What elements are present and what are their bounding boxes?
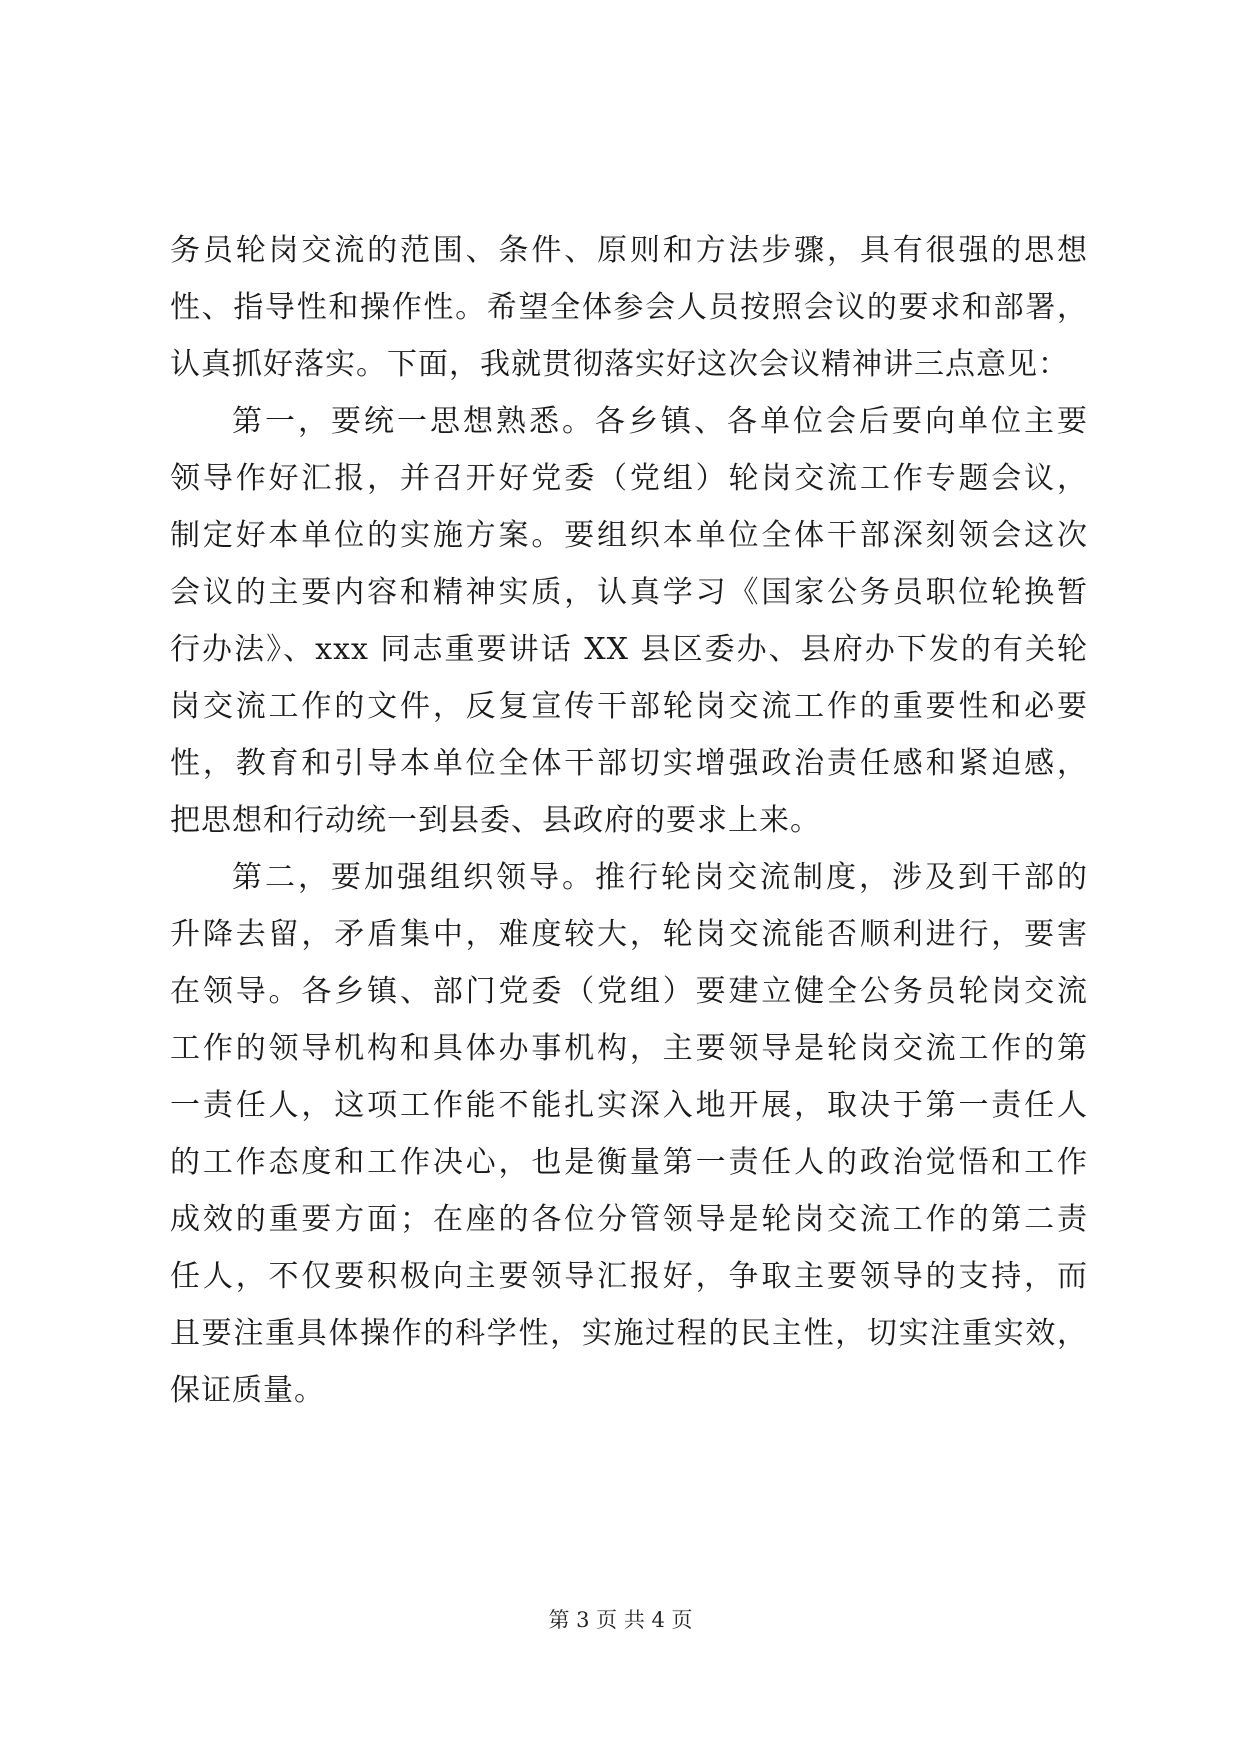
paragraph	[170, 393, 1088, 849]
page-footer: 第 3 页 共 4 页	[548, 1608, 693, 1632]
text-line: 第二，要加强组织领导。推行轮岗交流制度，涉及到干部的	[232, 860, 1088, 895]
text-line: 制定好本单位的实施方案。要组织本单位全体干部深刻领会这次	[170, 518, 1088, 553]
text-line: 保证质量。	[170, 1373, 325, 1408]
text-line: 岗交流工作的文件，反复宣传干部轮岗交流工作的重要性和必要	[170, 689, 1088, 724]
text-line: 且要注重具体操作的科学性，实施过程的民主性，切实注重实效，	[170, 1316, 1088, 1351]
text-line: 把思想和行动统一到县委、县政府的要求上来。	[170, 803, 821, 838]
text-line: 认真抓好落实。下面，我就贯彻落实好这次会议精神讲三点意见：	[170, 347, 1069, 382]
paragraph	[170, 849, 1088, 1419]
text-line: 性，教育和引导本单位全体干部切实增强政治责任感和紧迫感，	[170, 746, 1088, 781]
text-line: 的工作态度和工作决心，也是衡量第一责任人的政治觉悟和工作	[170, 1145, 1088, 1180]
text-line: 务员轮岗交流的范围、条件、原则和方法步骤，具有很强的思想	[170, 233, 1088, 268]
text-line: 成效的重要方面；在座的各位分管领导是轮岗交流工作的第二责	[170, 1202, 1088, 1237]
text-line: 任人，不仅要积极向主要领导汇报好，争取主要领导的支持，而	[170, 1259, 1088, 1294]
paragraph	[170, 222, 1088, 393]
text-line: 性、指导性和操作性。希望全体参会人员按照会议的要求和部署，	[170, 290, 1088, 325]
document-body	[170, 222, 1088, 1419]
text-line: 一责任人，这项工作能不能扎实深入地开展，取决于第一责任人	[170, 1088, 1088, 1123]
text-line: 工作的领导机构和具体办事机构，主要领导是轮岗交流工作的第	[170, 1031, 1088, 1066]
text-line: 行办法》、xxx 同志重要讲话 XX 县区委办、县府办下发的有关轮	[170, 632, 1088, 667]
text-line: 会议的主要内容和精神实质，认真学习《国家公务员职位轮换暂	[170, 575, 1088, 610]
text-line: 第一，要统一思想熟悉。各乡镇、各单位会后要向单位主要	[232, 404, 1088, 439]
text-line: 领导作好汇报，并召开好党委（党组）轮岗交流工作专题会议，	[170, 461, 1088, 496]
text-line: 升降去留，矛盾集中，难度较大，轮岗交流能否顺利进行，要害	[170, 917, 1088, 952]
text-line: 在领导。各乡镇、部门党委（党组）要建立健全公务员轮岗交流	[170, 974, 1088, 1009]
